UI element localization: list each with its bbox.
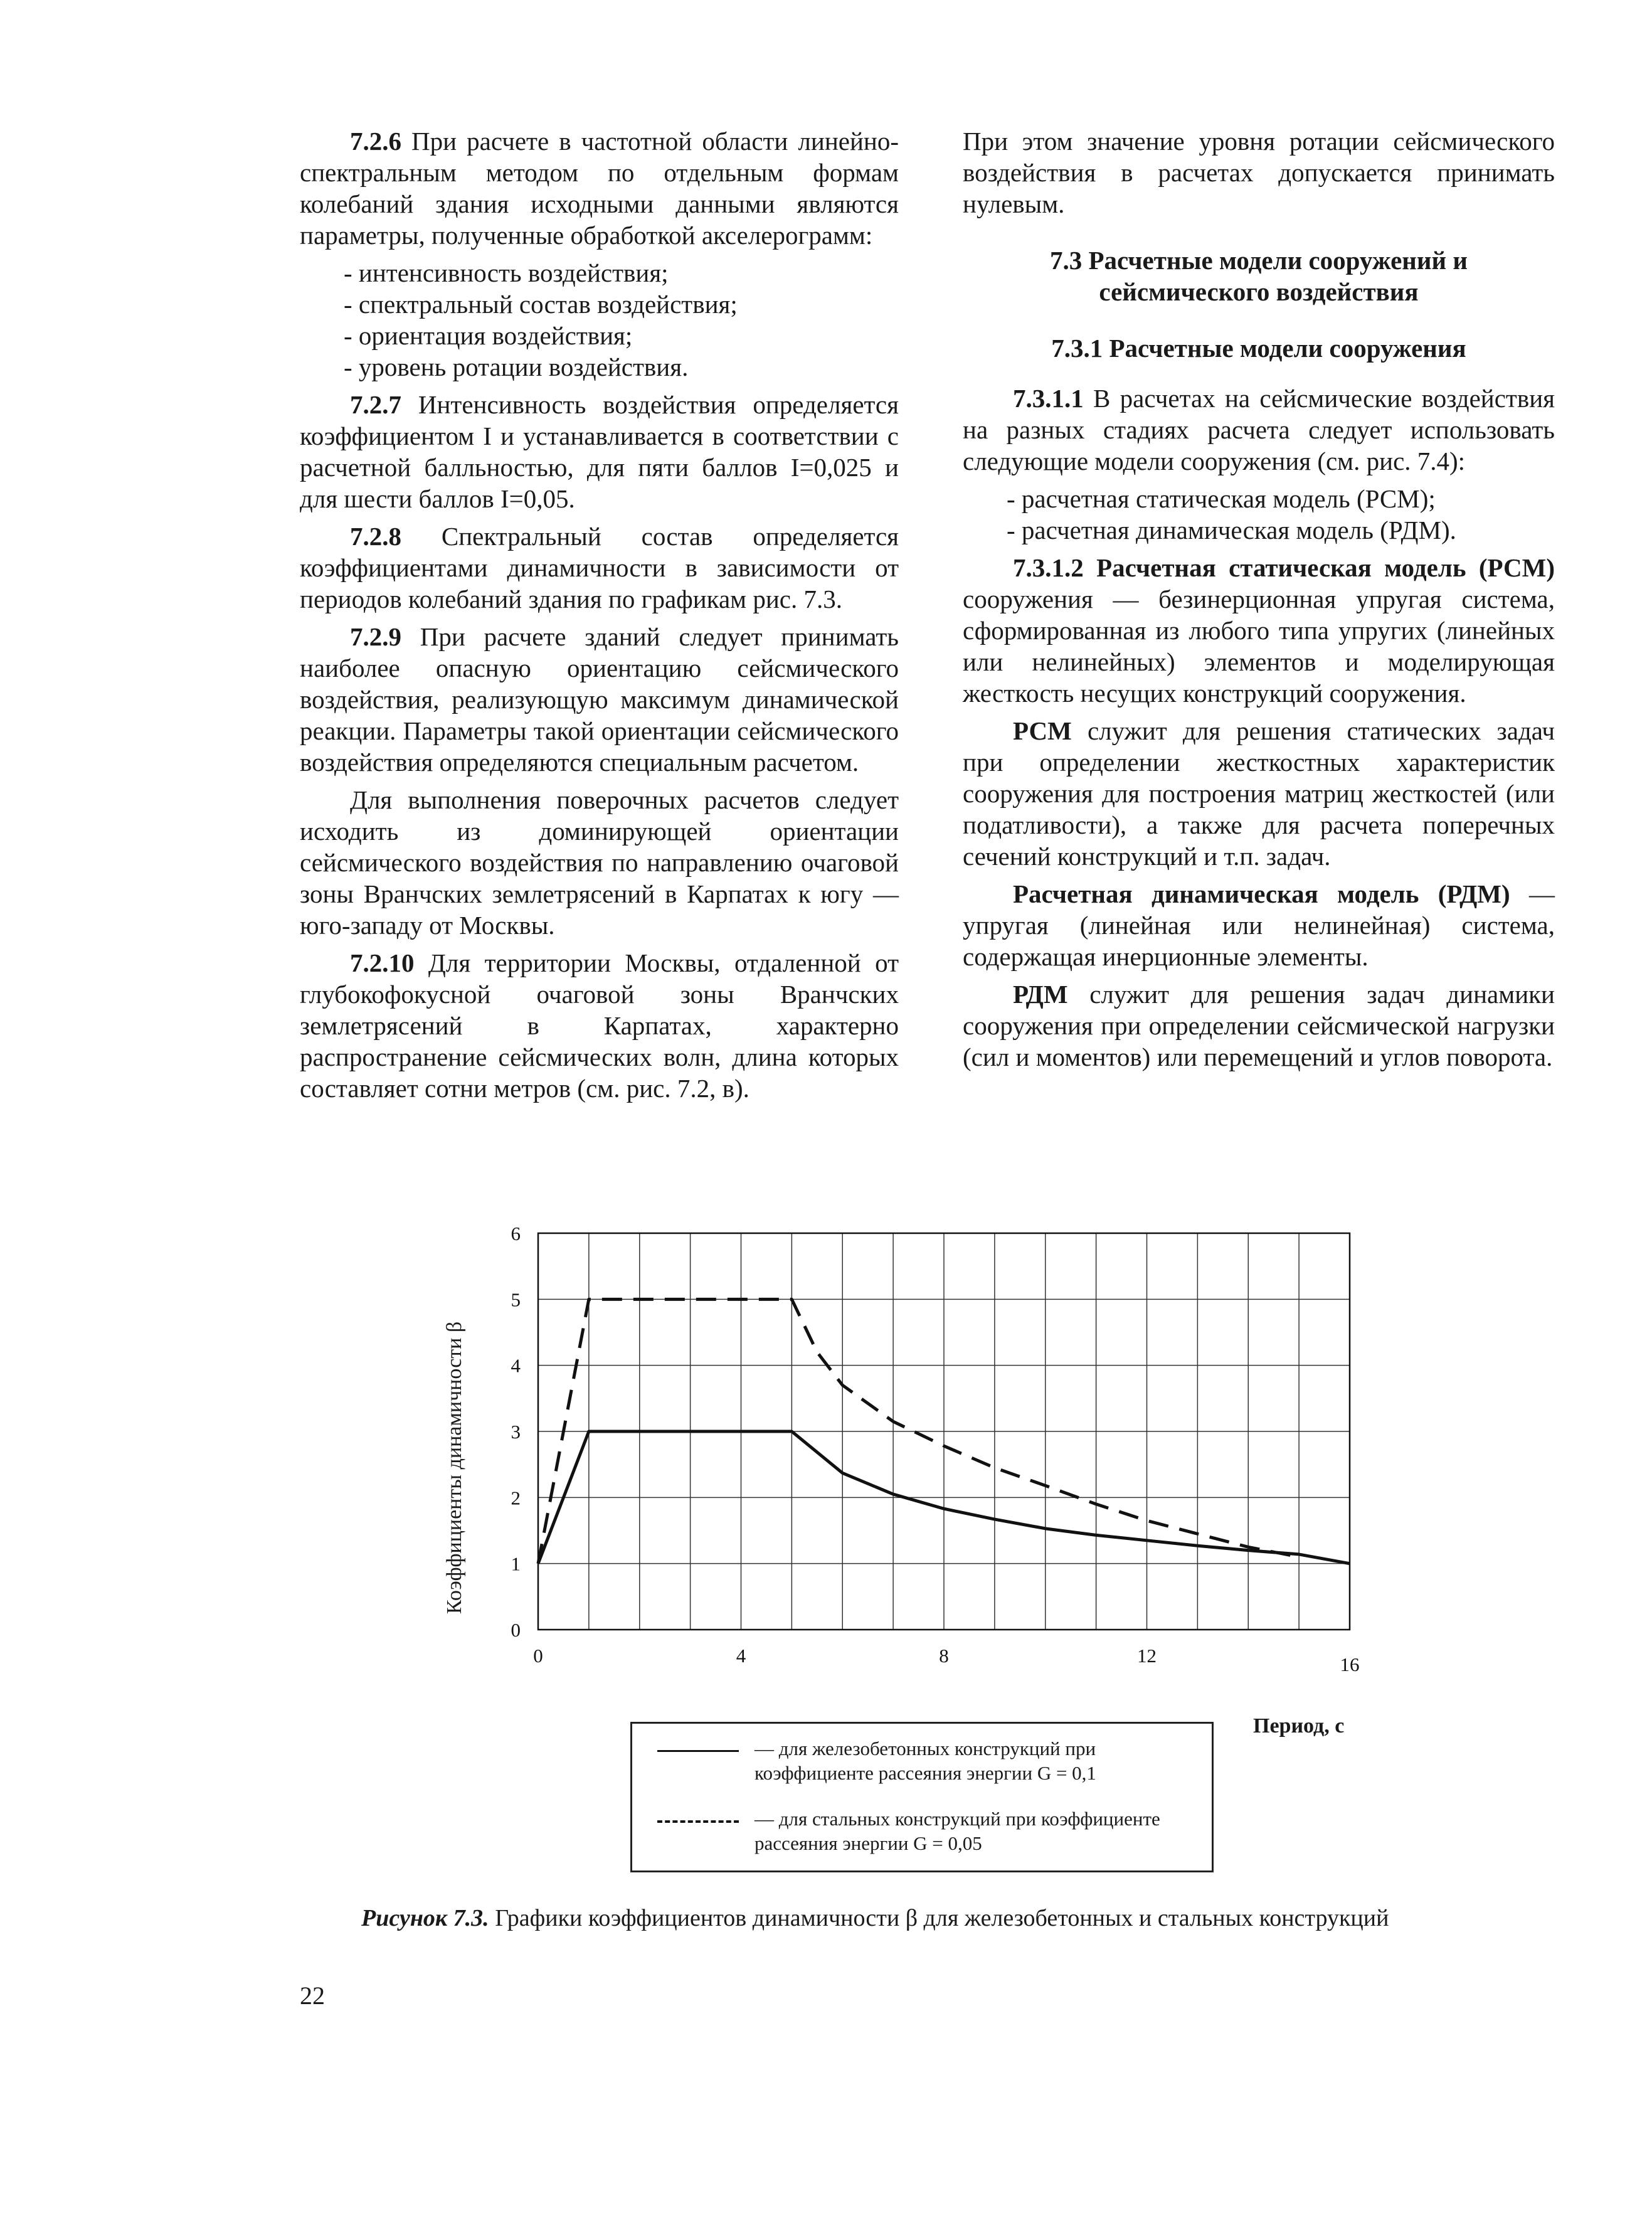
chart-svg	[452, 1217, 1392, 1719]
paragraph-7-2-8: 7.2.8 Спектральный состав определяется коэффициентами динамичности в зависимости от периодов колебаний здания по графикам рис. 7.3.	[300, 522, 899, 613]
paragraph-7-2-6: 7.2.6 При расчете в частотной области линейно-спектральным методом по отдельным формам колебаний здания исходными данными являются параметры, полученные обработкой акселерограмм:	[300, 127, 899, 250]
paragraph-rdm-definition: Расчетная динамическая модель (РДМ) — упругая (линейная или нелинейная) система, содержащая инерционные элементы.	[963, 879, 1555, 971]
page-number: 22	[300, 1982, 325, 2010]
caption-label: Рисунок 7.3.	[361, 1905, 489, 1931]
x-tick-label: 12	[1137, 1645, 1157, 1667]
section-heading-7-3: 7.3 Расчетные модели сооружений и сейсмического воздействия	[1049, 246, 1468, 306]
y-tick-label: 4	[511, 1354, 521, 1377]
y-tick-label: 0	[511, 1619, 521, 1641]
y-tick-label: 3	[511, 1421, 521, 1443]
paragraph-7-2-9: 7.2.9 При расчете зданий следует принимать наиболее опасную ориентацию сейсмического воздействия, реализующую максимум динамической реакции. Параметры такой ориентации сейсмического воздействия определяются специальным расчетом.	[300, 622, 899, 777]
paragraph-rdm-usage: РДМ служит для решения задач динамики сооружения при определении сейсмической нагрузки (сил и моментов) или перемещений и углов поворота.	[963, 980, 1555, 1071]
x-tick-label: 4	[736, 1645, 746, 1667]
paragraph-7-2-10: 7.2.10 Для территории Москвы, отдаленной от глубокофокусной очаговой зоны Вранчских землетрясений в Карпатах, характерно распространение сейсмических волн, длина которых составляет сотни метров (см. рис. 7.2, в).	[300, 948, 899, 1103]
parameters-list	[300, 257, 899, 383]
chart-legend	[630, 1722, 1214, 1872]
x-tick-label: 0	[533, 1645, 543, 1667]
y-axis-label: Коэффициенты динамичности β	[443, 1321, 466, 1615]
y-tick-label: 2	[511, 1487, 521, 1509]
left-column	[300, 125, 899, 1110]
caption-text: Графики коэффициентов динамичности β для железобетонных и стальных конструкций	[489, 1905, 1389, 1931]
list-item: - интенсивность воздействия;	[300, 257, 899, 289]
x-tick-label: 16	[1340, 1653, 1360, 1675]
legend-swatch-solid	[657, 1750, 739, 1752]
paragraph-verification: Для выполнения поверочных расчетов следует исходить из доминирующей ориентации сейсмического воздействия по направлению очаговой зоны Вранчских землетрясений в Карпатах к югу — юго-западу от Москвы.	[300, 785, 899, 940]
legend-label-solid: — для железобетонных конструкций при коэффициенте рассеяния энергии G = 0,1	[755, 1738, 1096, 1784]
paragraph-rotation: При этом значение уровня ротации сейсмического воздействия в расчетах допускается принимать нулевым.	[963, 127, 1555, 218]
y-tick-label: 5	[511, 1288, 521, 1311]
list-item: - расчетная статическая модель (РСМ);	[963, 483, 1555, 514]
y-tick-label: 6	[511, 1223, 521, 1244]
paragraph-7-2-7: 7.2.7 Интенсивность воздействия определяется коэффициентом I и устанавливается в соответствии с расчетной балльностью, для пяти баллов I=0,025 и для шести баллов I=0,05.	[300, 390, 899, 513]
chart	[452, 1217, 1392, 1719]
right-column	[963, 125, 1555, 1079]
list-item: - спектральный состав воздействия;	[300, 289, 899, 320]
legend-swatch-dashed	[657, 1820, 739, 1823]
list-item: - расчетная динамическая модель (РДМ).	[963, 514, 1555, 546]
models-list	[963, 483, 1555, 546]
paragraph-rsm: РСМ служит для решения статических задач при определении жесткостных характеристик сооружения для построения матриц жесткостей (или податливости), а также для расчета поперечных сечений конструкций и т.п. задач.	[963, 716, 1555, 871]
paragraph-7-3-1-2: 7.3.1.2 Расчетная статическая модель (РСМ) сооружения — безинерционная упругая система, сформированная из любого типа упругих (линейных или нелинейных) элементов и моделирующая жесткость несущих конструкций сооружения.	[963, 553, 1555, 708]
x-axis-label: Период, с	[1253, 1714, 1345, 1738]
list-item: - ориентация воздействия;	[300, 320, 899, 351]
y-tick-label: 1	[511, 1552, 521, 1575]
x-tick-label: 8	[939, 1645, 949, 1667]
list-item: - уровень ротации воздействия.	[300, 351, 899, 383]
legend-label-dashed: — для стальных конструкций при коэффициенте рассеяния энергии G = 0,05	[755, 1808, 1160, 1854]
paragraph-7-3-1-1: 7.3.1.1 В расчетах на сейсмические воздействия на разных стадиях расчета следует использовать следующие модели сооружения (см. рис. 7.4):	[963, 384, 1555, 475]
figure-caption	[361, 1904, 1389, 1932]
section-heading-7-3-1: 7.3.1 Расчетные модели сооружения	[1051, 334, 1466, 363]
